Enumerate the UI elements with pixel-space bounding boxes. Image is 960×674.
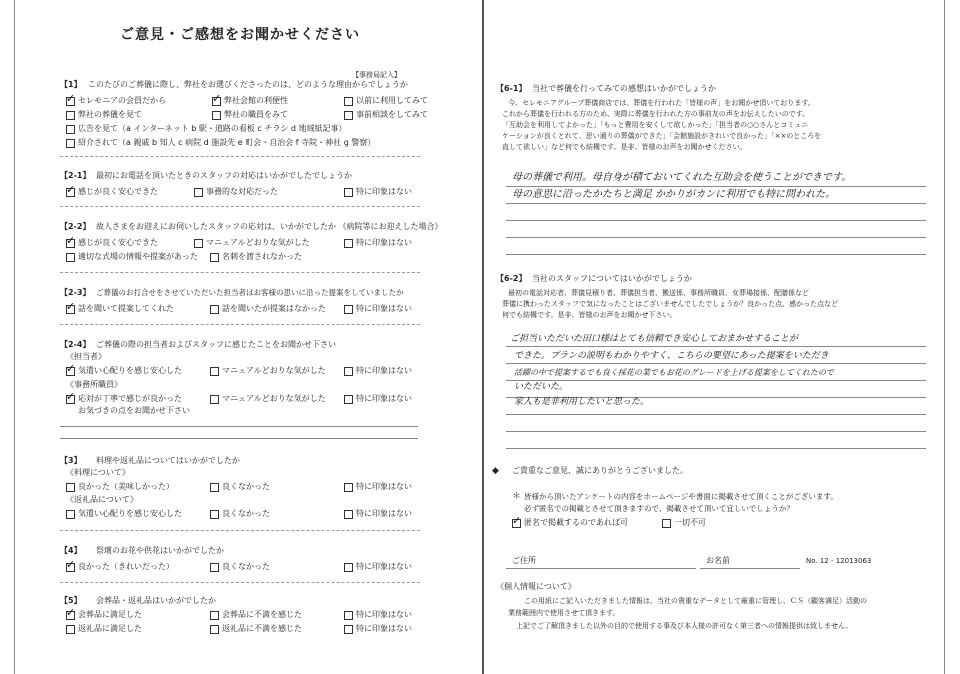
handwritten-answer-6-2: ご担当いただいた田口様はとても信頼でき安心しておまかせすることが	[510, 334, 799, 344]
section-1-number: 【1】	[60, 80, 82, 89]
option-label: 適切な式場の情報や提案があった	[78, 252, 198, 261]
subheading-office: 《事務所職員》	[66, 380, 122, 389]
section-6-2-question: 当社のスタッフについてはいかがでしょうか	[532, 274, 692, 283]
checkbox-s1-o1[interactable]	[66, 97, 75, 106]
section-6-1-body: 「互助会を利用してよかった」「もっと費用を安くして欲しかった」「担当者の○○さんとコミュニ	[502, 121, 809, 129]
subheading-gifts: 《返礼品について》	[66, 495, 138, 504]
option-label: 特に印象はない	[356, 624, 412, 633]
checkbox-s3-o5[interactable]	[210, 510, 219, 519]
option-label: 事務的な対応だった	[206, 187, 278, 196]
checkbox-s4-o1[interactable]	[66, 563, 75, 572]
option-label: 一切不可	[674, 518, 706, 527]
section-6-2-number: 【6-2】	[496, 274, 527, 283]
answer-line[interactable]	[506, 346, 926, 347]
option-label: 特に印象はない	[356, 187, 412, 196]
checkbox-s1-o3[interactable]	[344, 97, 353, 106]
checkbox-s3-o3[interactable]	[344, 483, 353, 492]
form-number: No. 12 - 12013063	[806, 557, 872, 565]
section-1-question: このたびのご葬儀に際し、弊社をお選びくださったのは、どのような理由からでしょうか	[88, 80, 408, 89]
option-label: 弊社の職員をみて	[224, 110, 288, 119]
section-6-2-body: 葬儀に携わったスタッフで気になったことはございませんでしたでしょうか？良かった点、感かった点など	[502, 300, 839, 308]
section-divider	[60, 272, 420, 273]
section-divider	[60, 582, 420, 583]
subheading-staff: 《担当者》	[66, 352, 106, 361]
option-label: 弊社の葬儀を見て	[78, 110, 142, 119]
comment-line[interactable]	[60, 438, 418, 439]
option-label: 良かった（きれいだった）	[78, 562, 174, 571]
answer-line[interactable]	[506, 414, 926, 415]
name-label: お名前	[706, 556, 730, 565]
subheading-food: 《料理について》	[66, 468, 130, 477]
option-label: 応対が丁寧で感じが良かった	[78, 394, 182, 403]
checkbox-s5-o2[interactable]	[210, 611, 219, 620]
address-label: ご住所	[512, 556, 536, 565]
section-divider	[60, 530, 420, 531]
section-6-1-body: これから葬儀を行われる方のため、実際に葬儀を行われた方の事前友の声をお伝えしたいのです。	[502, 110, 810, 118]
checkbox-s3-o6[interactable]	[344, 510, 353, 519]
name-field[interactable]	[700, 568, 800, 569]
answer-line[interactable]	[506, 363, 926, 364]
option-label: 紹介されて（a 親戚 b 知人 c 病院 d 施設先 e 町会・自治会 f 寺院・神社 g 警察）	[78, 138, 376, 147]
section-2-4-number: 【2-4】	[60, 340, 91, 349]
option-label: 特に印象はない	[356, 610, 412, 619]
option-label: マニュアルどおりな気がした	[206, 238, 310, 247]
checkbox-s22-o2[interactable]	[194, 239, 203, 248]
comment-line[interactable]	[60, 426, 418, 427]
answer-line[interactable]	[506, 237, 926, 238]
handwritten-answer-6-2: 活躍の中で提案するでも良く採花の業でもお花のグレードを上げる提案をしてくれたので	[514, 368, 834, 377]
section-2-1-number: 【2-1】	[60, 171, 91, 180]
address-field[interactable]	[506, 568, 696, 569]
section-divider	[60, 206, 420, 207]
privacy-text: 上記でご了解頂きました以外の目的で使用する事及び本人様の許可なく第三者への情報提供は致しません。	[516, 622, 853, 630]
handwritten-answer-6-1: 母の意思に沿ったかたちと満足 かかりがカンに利用でも特に問われた。	[512, 189, 836, 200]
checkbox-s23-o3[interactable]	[344, 305, 353, 314]
section-4-question: 祭壇のお花や供花はいかがでしたか	[96, 546, 224, 555]
checkbox-s5-o1[interactable]	[66, 611, 75, 620]
option-label: 話を聞いたが提案はなかった	[222, 304, 326, 313]
answer-line[interactable]	[506, 380, 926, 381]
section-2-4-question: ご葬儀の際の担当者およびスタッフに感じたことをお聞かせ下さい	[96, 340, 336, 349]
checkbox-s24-o5[interactable]	[210, 395, 219, 404]
checkbox-s3-o4[interactable]	[66, 510, 75, 519]
section-divider	[60, 324, 420, 325]
section-6-1-number: 【6-1】	[496, 84, 527, 93]
privacy-title: 《個人情報について》	[496, 582, 576, 591]
checkbox-s4-o2[interactable]	[210, 563, 219, 572]
checkbox-s23-o1[interactable]	[66, 305, 75, 314]
handwritten-answer-6-2: いただいた。	[514, 382, 569, 392]
option-label: 以前に利用してみて	[356, 96, 428, 105]
checkbox-s1-o4[interactable]	[66, 111, 75, 120]
section-6-1-body: 今、セレモニアグループ葬儀商店では、葬儀を行われた「皆様の声」をお聞かせ頂いております。	[508, 99, 815, 107]
publish-notice: 皆様から頂いたアンケートの内容をホームページや書面に掲載させて頂くことがございます。	[524, 492, 838, 501]
option-label: 特に印象はない	[356, 366, 412, 375]
checkbox-s21-o3[interactable]	[344, 188, 353, 197]
option-label: 名刺を渡されなかった	[222, 252, 302, 261]
section-2-3-number: 【2-3】	[60, 288, 91, 297]
option-label: 事前相談をしてみて	[356, 110, 428, 119]
diamond-bullet-icon: ◆	[492, 466, 499, 476]
checkbox-s23-o2[interactable]	[210, 305, 219, 314]
answer-line[interactable]	[506, 186, 926, 187]
checkbox-s5-o6[interactable]	[344, 625, 353, 634]
checkbox-s22-o4[interactable]	[66, 253, 75, 262]
section-6-1-body: 直して欲しい」など何でも結構です。是非、皆様のお声をお聞かせください。	[502, 143, 747, 151]
answer-line[interactable]	[506, 448, 926, 449]
option-label: 会葬品に不満を感じた	[222, 610, 302, 619]
checkbox-s1-o2[interactable]	[212, 97, 221, 106]
checkbox-s22-o5[interactable]	[210, 253, 219, 262]
answer-line[interactable]	[506, 220, 926, 221]
checkbox-s1-o7[interactable]	[66, 125, 75, 134]
checkbox-s3-o2[interactable]	[210, 483, 219, 492]
option-label: 特に印象はない	[356, 482, 412, 491]
option-label: 特に印象はない	[356, 394, 412, 403]
publish-question: 必ず匿名での掲載とさせて頂きますので、掲載させて頂いて宜しいでしょうか？	[524, 504, 794, 513]
option-label: 感じが良く安心できた	[78, 238, 158, 247]
section-5-number: 【5】	[60, 596, 82, 605]
option-label: 弊社会館の利便性	[224, 96, 288, 105]
option-label: マニュアルどおりな気がした	[222, 366, 326, 375]
checkbox-s1-o8[interactable]	[66, 139, 75, 148]
thanks-message: ご貴重なご意見、誠にありがとうございました。	[512, 466, 688, 475]
option-label: 匿名で掲載するのであれば可	[524, 518, 628, 527]
option-label: 良くなかった	[222, 562, 270, 571]
office-use-stamp: 【事務局記入】	[352, 71, 401, 79]
checkbox-s3-o1[interactable]	[66, 483, 75, 492]
option-label: 特に印象はない	[356, 562, 412, 571]
checkbox-s22-o3[interactable]	[344, 239, 353, 248]
option-label: マニュアルどおりな気がした	[222, 394, 326, 403]
checkbox-s4-o3[interactable]	[344, 563, 353, 572]
option-label: 良くなかった	[222, 509, 270, 518]
checkbox-s5-o3[interactable]	[344, 611, 353, 620]
option-label: 広告を見て（a インターネット b 駅・道路の看板 c チラシ d 地域紙記事）	[78, 124, 347, 133]
checkbox-s24-o3[interactable]	[344, 367, 353, 376]
checkbox-s5-o4[interactable]	[66, 625, 75, 634]
option-label: 良くなかった	[222, 482, 270, 491]
section-2-3-question: ご葬儀のお打合せをさせていただいた担当者はお客様の思いに沿った提案をしていましたか	[96, 288, 404, 297]
option-label: 気遣い心配りを感じ安心した	[78, 509, 182, 518]
checkbox-s24-o1[interactable]	[66, 367, 75, 376]
answer-line[interactable]	[506, 203, 926, 204]
section-3-question: 料理や返礼品についてはいかがでしたか	[96, 456, 240, 465]
option-label: セレモニアの会員だから	[78, 96, 166, 105]
answer-line[interactable]	[506, 254, 926, 255]
checkbox-s21-o2[interactable]	[194, 188, 203, 197]
section-divider	[60, 156, 420, 157]
checkbox-s5-o5[interactable]	[210, 625, 219, 634]
checkbox-s24-o2[interactable]	[210, 367, 219, 376]
option-label: 気遣い心配りを感じ安心した	[78, 366, 182, 375]
handwritten-answer-6-2: 家人も是非利用したいと思った。	[514, 397, 650, 407]
option-label: 返礼品に満足した	[78, 624, 142, 633]
option-label: 返礼品に不満を感じた	[222, 624, 302, 633]
option-label: 特に印象はない	[356, 509, 412, 518]
checkbox-publish-never[interactable]	[662, 519, 671, 528]
checkbox-s1-o5[interactable]	[212, 111, 221, 120]
option-label: 特に印象はない	[356, 238, 412, 247]
option-label: 良かった（美味しかった）	[78, 482, 174, 491]
checkbox-s22-o1[interactable]	[66, 239, 75, 248]
checkbox-s21-o1[interactable]	[66, 188, 75, 197]
option-label: 感じが良く安心できた	[78, 187, 158, 196]
section-2-2-number: 【2-2】	[60, 222, 91, 231]
section-6-1-question: 当社で葬儀を行ってみての感想はいかがでしょうか	[532, 84, 716, 93]
answer-line[interactable]	[506, 431, 926, 432]
asterisk-icon: ＊	[512, 492, 522, 502]
checkbox-s24-o6[interactable]	[344, 395, 353, 404]
section-6-1-body: ケーションが良くとれて、思い通りの葬儀ができた」「会館施設がきれいで良かった」「××のところを	[502, 132, 822, 140]
section-2-1-question: 最初にお電話を頂いたときのスタッフの対応はいかがでしたでしょうか	[96, 171, 352, 180]
checkbox-publish-anonymous[interactable]	[512, 519, 521, 528]
section-5-question: 会葬品・返礼品はいかがでしたか	[96, 596, 216, 605]
survey-right-page	[484, 0, 960, 674]
page-title: ご意見・ご感想をお聞かせください	[120, 27, 360, 43]
section-3-number: 【3】	[60, 456, 82, 465]
section-4-number: 【4】	[60, 546, 82, 555]
section-6-2-body: 最初の電話対応者、葬儀見積り者、葬儀担当者、搬送係、事務所職員、女葬場接係、配膳係など	[508, 289, 809, 297]
section-6-2-body: 何でも結構です。是非、皆様のお声をお聞かせ下さい。	[502, 311, 677, 319]
section-2-2-question: 故人さまをお迎えにお伺いしたスタッフの応対は、いかがでしたか 《病院等にお迎えした場合》	[96, 222, 443, 231]
checkbox-s24-o4[interactable]	[66, 395, 75, 404]
checkbox-s1-o6[interactable]	[344, 111, 353, 120]
privacy-text: 業務範囲内で使用させて頂きます。	[508, 609, 620, 617]
option-label: 会葬品に満足した	[78, 610, 142, 619]
comments-prompt: お気づきの点をお聞かせ下さい	[78, 406, 190, 415]
option-label: 話を聞いて提案してくれた	[78, 304, 174, 313]
handwritten-answer-6-2: できた。プランの説明もわかりやすく、こちらの要望にあった提案をいただき	[514, 351, 829, 361]
handwritten-answer-6-1: 母の葬儀で利用。母自身が積ておいてくれた互助会を使うことができです。	[512, 172, 852, 183]
option-label: 特に印象はない	[356, 304, 412, 313]
privacy-text: この用紙にご記入いただきました情報は、当社の貴重なデータとして厳重に管理し、ＣＳ（顧客満足）活動の	[524, 597, 867, 605]
